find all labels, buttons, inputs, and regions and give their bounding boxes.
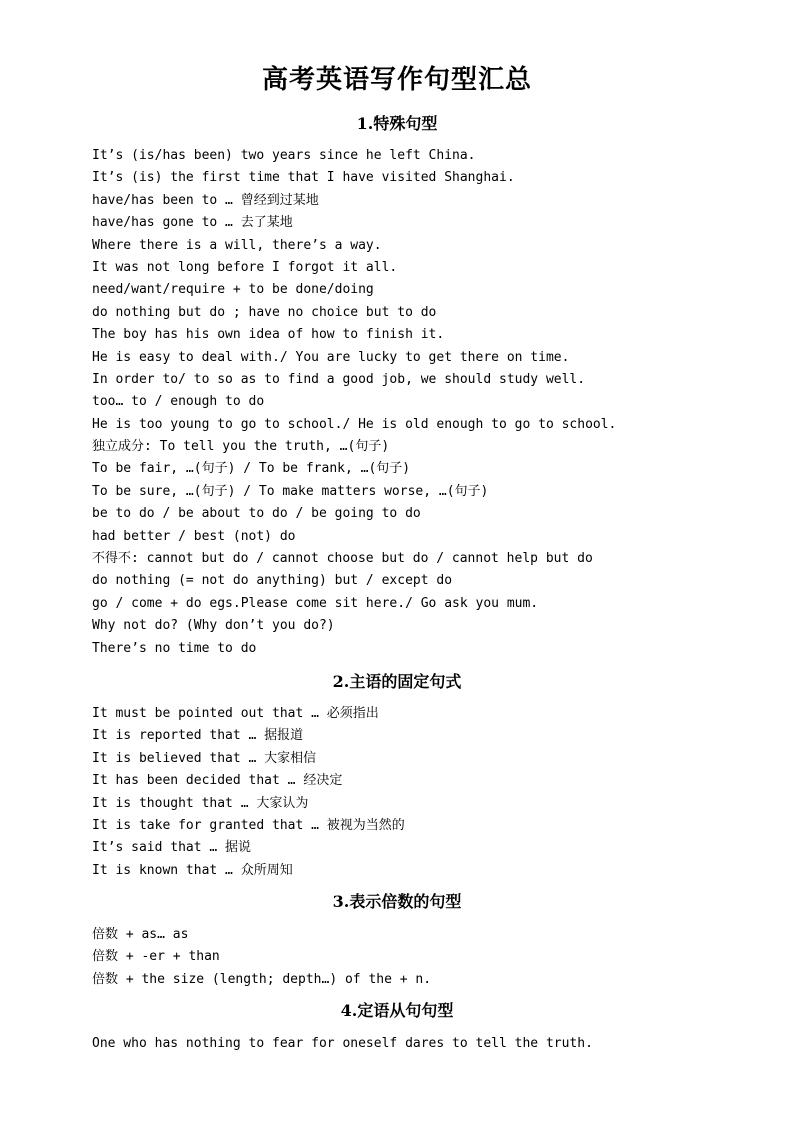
sentence-line: There’s no time to do	[92, 640, 257, 656]
section-1-heading: 1.特殊句型	[356, 114, 438, 133]
document-title: 高考英语写作句型汇总	[261, 65, 532, 95]
sentence-line: have/has gone to … 去了某地	[92, 215, 293, 231]
section-4-heading: 4.定语从句句型	[340, 1001, 454, 1020]
sentence-line: The boy has his own idea of how to finish it.	[92, 327, 445, 343]
sentence-line: It is known that … 众所周知	[92, 862, 293, 878]
section-2-lines	[92, 703, 732, 882]
sentence-line: had better / best (not) do	[92, 528, 296, 544]
sentence-line: It’s (is) the first time that I have visited Shanghai.	[92, 170, 515, 186]
sentence-line: To be sure, …(句子) / To make matters worse, …(句子)	[92, 483, 489, 499]
sentence-line: In order to/ to so as to find a good job, we should study well.	[92, 371, 586, 387]
sentence-line: It is take for granted that … 被视为当然的	[92, 817, 405, 833]
section-2-heading: 2.主语的固定句式	[332, 672, 462, 691]
sentence-line: too… to / enough to do	[92, 394, 265, 410]
sentence-line: do nothing (= not do anything) but / except do	[92, 573, 453, 589]
sentence-line: 倍数 + as… as	[92, 927, 189, 942]
section-3-heading: 3.表示倍数的句型	[332, 892, 462, 911]
sentence-line: He is easy to deal with./ You are lucky to get there on time.	[92, 349, 570, 365]
sentence-line: 倍数 + the size (length; depth…) of the + n.	[92, 971, 432, 987]
sentence-line: be to do / be about to do / be going to do	[92, 506, 421, 522]
sentence-line: It has been decided that … 经决定	[92, 773, 343, 789]
sentence-line: It was not long before I forgot it all.	[92, 259, 398, 275]
sentence-line: It is reported that … 据报道	[92, 728, 304, 744]
sentence-line: go / come + do egs.Please come sit here./ Go ask you mum.	[92, 595, 539, 611]
section-1-lines	[92, 145, 732, 660]
sentence-line: He is too young to go to school./ He is old enough to go to school.	[92, 416, 617, 432]
sentence-line: do nothing but do ; have no choice but to do	[92, 304, 437, 320]
sentence-line: It’s said that … 据说	[92, 840, 252, 856]
sentence-line: Where there is a will, there’s a way.	[92, 237, 382, 253]
sentence-line: 不得不: cannot but do / cannot choose but do / cannot help but do	[92, 551, 593, 567]
sentence-line: have/has been to … 曾经到过某地	[92, 192, 319, 208]
section-4-lines	[92, 1033, 732, 1055]
sentence-line: It is thought that … 大家认为	[92, 795, 309, 811]
sentence-line: 倍数 + -er + than	[92, 949, 220, 965]
sentence-line: 独立成分: To tell you the truth, …(句子)	[92, 439, 390, 455]
sentence-line: Why not do? (Why don’t you do?)	[92, 618, 335, 634]
sentence-line: One who has nothing to fear for oneself dares to tell the truth.	[92, 1036, 593, 1051]
sentence-line: It must be pointed out that … 必须指出	[92, 706, 379, 721]
section-3-lines	[92, 924, 732, 991]
sentence-line: It’s (is/has been) two years since he left China.	[92, 148, 476, 163]
sentence-line: need/want/require + to be done/doing	[92, 282, 374, 298]
sentence-line: To be fair, …(句子) / To be frank, …(句子)	[92, 461, 411, 477]
sentence-line: It is believed that … 大家相信	[92, 750, 317, 766]
